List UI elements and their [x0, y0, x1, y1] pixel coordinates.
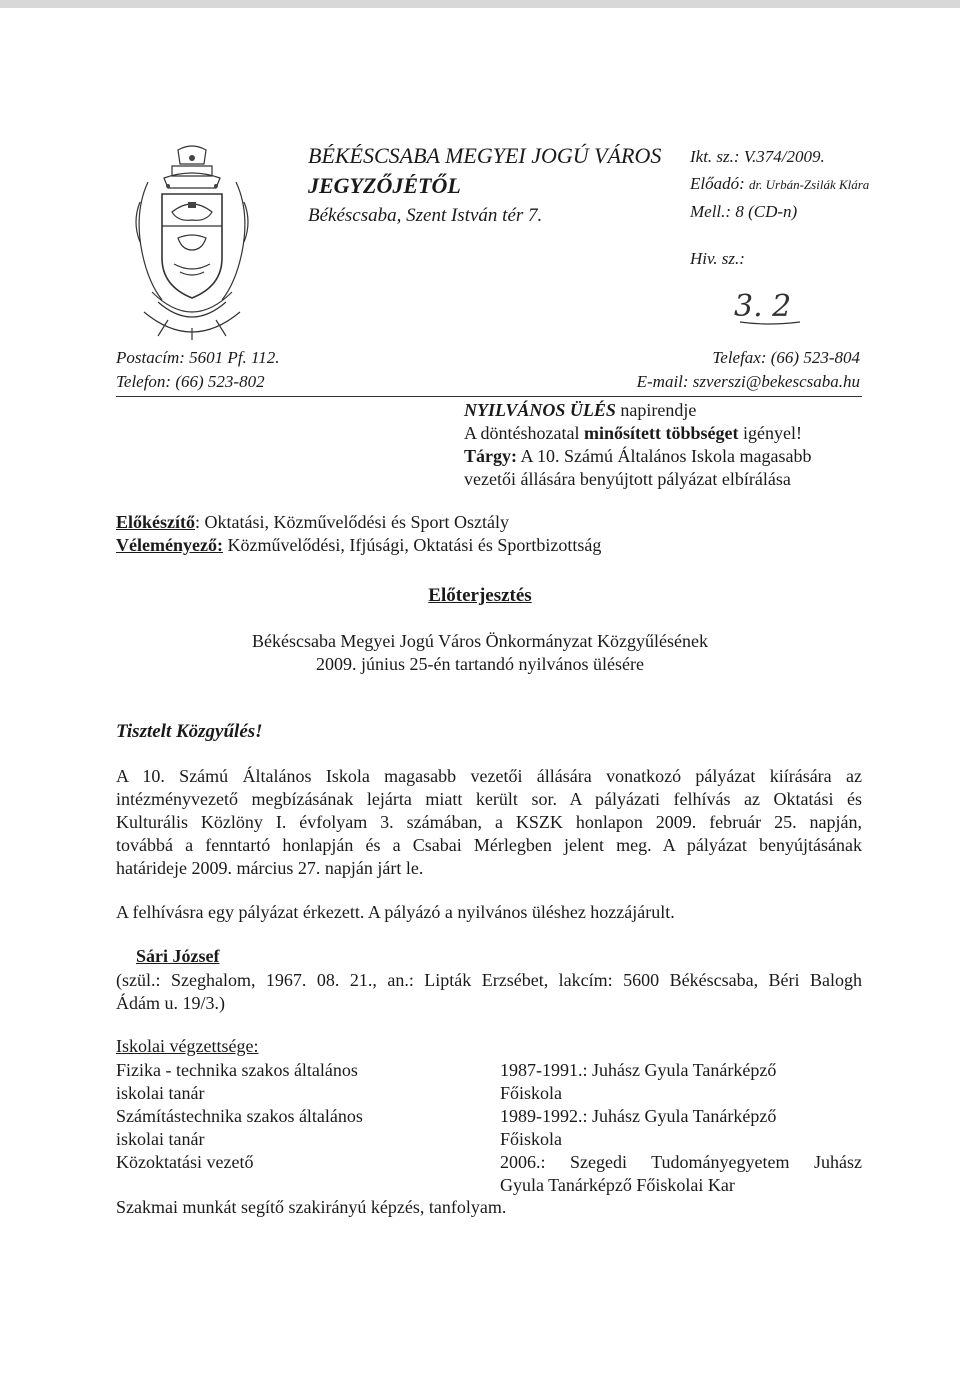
paragraph-line: intézményvezető megbízásának lejárta miatt került sor. A pályázati felhívás az Oktatási és — [116, 789, 862, 809]
subject-line — [464, 445, 811, 468]
paragraph-line: A 10. Számú Általános Iskola magasabb vezetői állására vonatkozó pályázat kiírására az — [116, 766, 862, 786]
addressee-line-1: Békéscsaba Megyei Jogú Város Önkormányzat Közgyűlésének — [251, 631, 709, 651]
paragraph-line: Kulturális Közlöny I. évfolyam 3. számában, a KSZK honlapon 2009. február 25. napján, — [116, 812, 862, 832]
education-row — [116, 1105, 862, 1128]
addressee-line-2: 2009. június 25-én tartandó nyilvános ülésére — [316, 654, 644, 674]
subject-text-2: vezetői állására benyújtott pályázat elbírálása — [464, 469, 791, 489]
attachments: Mell.: 8 (CD-n) — [690, 202, 798, 221]
education-degree: iskolai tanár — [116, 1083, 205, 1103]
case-officer-label: Előadó: — [690, 174, 745, 193]
notice-title: NYILVÁNOS ÜLÉS — [464, 400, 616, 420]
paragraph-line: A felhívásra egy pályázat érkezett. A pályázó a nyilvános üléshez hozzájárult. — [116, 902, 675, 922]
education-row — [116, 1082, 862, 1105]
education-institution: Gyula Tanárképző Főiskolai Kar — [500, 1175, 735, 1195]
education-degree: iskolai tanár — [116, 1129, 205, 1149]
education-institution: 1987-1991.: Juhász Gyula Tanárképző — [500, 1060, 777, 1080]
salutation: Tisztelt Közgyűlés! — [116, 721, 263, 742]
paragraph-applications — [116, 901, 862, 924]
education-row — [116, 1128, 862, 1151]
preparation-block — [116, 511, 601, 557]
paragraph-line: határideje 2009. március 27. napján járt le. — [116, 858, 424, 878]
proposal-addressee — [0, 630, 960, 676]
applicant-name: Sári József — [136, 946, 220, 966]
preparer-value: : Oktatási, Közművelődési és Sport Osztály — [195, 512, 509, 532]
education-institution: Főiskola — [500, 1129, 563, 1149]
proposal-title: Előterjesztés — [428, 585, 532, 606]
reference-block — [690, 143, 869, 272]
education-degree: Számítástechnika szakos általános — [116, 1106, 363, 1126]
handwritten-number-text: 3. 2 — [734, 289, 792, 324]
education-heading: Iskolai végzettsége: — [116, 1036, 259, 1056]
phone-number: Telefon: (66) 523-802 — [116, 372, 265, 391]
issuer-address: Békéscsaba, Szent István tér 7. — [308, 205, 543, 226]
issuer-line-city: BÉKÉSCSABA MEGYEI JOGÚ VÁROS — [308, 143, 662, 168]
applicant-details — [116, 969, 862, 1015]
education-institution: 1989-1992.: Juhász Gyula Tanárképző — [500, 1106, 777, 1126]
email-address: E-mail: szverszi@bekescsaba.hu — [636, 372, 860, 391]
education-degree — [116, 1174, 500, 1197]
agenda-notice — [464, 399, 811, 491]
education-degree: Fizika - technika szakos általános — [116, 1060, 358, 1080]
case-officer-name: dr. Urbán-Zsilák Klára — [749, 177, 870, 192]
majority-text-bold: minősített többséget — [583, 423, 739, 443]
paragraph-background — [116, 765, 862, 880]
education-table — [116, 1059, 862, 1197]
file-number: Ikt. sz.: V.374/2009. — [690, 147, 825, 166]
preparer-label: Előkészítő — [116, 512, 195, 532]
majority-text-pre: A döntéshozatal — [464, 423, 584, 443]
education-institution: 2006.: Szegedi Tudományegyetem Juhász — [500, 1152, 862, 1172]
coat-of-arms-icon — [128, 142, 256, 342]
reviewer-line — [116, 534, 601, 557]
header-divider — [116, 396, 862, 397]
education-row — [116, 1174, 862, 1197]
education-row — [116, 1151, 862, 1174]
training-note: Szakmai munkát segítő szakirányú képzés, tanfolyam. — [116, 1197, 507, 1217]
notice-title-suffix: napirendje — [615, 400, 697, 420]
scan-top-border — [0, 0, 960, 8]
paragraph-line: továbbá a fenntartó honlapján és a Csabai Mérlegben jelent meg. A pályázat benyújtásának — [116, 835, 862, 855]
education-row — [116, 1059, 862, 1082]
majority-requirement — [464, 422, 811, 445]
paragraph-line: Ádám u. 19/3.) — [116, 993, 225, 1013]
preparer-line — [116, 511, 601, 534]
paragraph-line: (szül.: Szeghalom, 1967. 08. 21., an.: Lipták Erzsébet, lakcím: 5600 Békéscsaba, Béri Balogh — [116, 970, 862, 990]
reviewer-value: Közművelődési, Ifjúsági, Oktatási és Sportbizottság — [222, 535, 602, 555]
reference-number: Hiv. sz.: — [690, 249, 745, 268]
case-officer — [690, 170, 869, 198]
electronic-contact — [580, 346, 860, 394]
postal-address: Postacím: 5601 Pf. 112. — [116, 348, 280, 367]
postal-contact — [116, 346, 280, 394]
notice-title-line — [464, 399, 811, 422]
handwritten-number-stamp — [734, 282, 804, 326]
majority-text-post: igényel! — [738, 423, 802, 443]
education-institution: Főiskola — [500, 1083, 563, 1103]
subject-label: Tárgy: — [464, 446, 517, 466]
issuer-block — [308, 141, 661, 231]
reviewer-label: Véleményező: — [116, 535, 223, 555]
fax-number: Telefax: (66) 523-804 — [712, 348, 860, 367]
subject-text-1: A 10. Számú Általános Iskola magasabb — [517, 446, 812, 466]
issuer-line-office: JEGYZŐJÉTŐL — [308, 173, 461, 198]
education-degree: Közoktatási vezető — [116, 1152, 254, 1172]
